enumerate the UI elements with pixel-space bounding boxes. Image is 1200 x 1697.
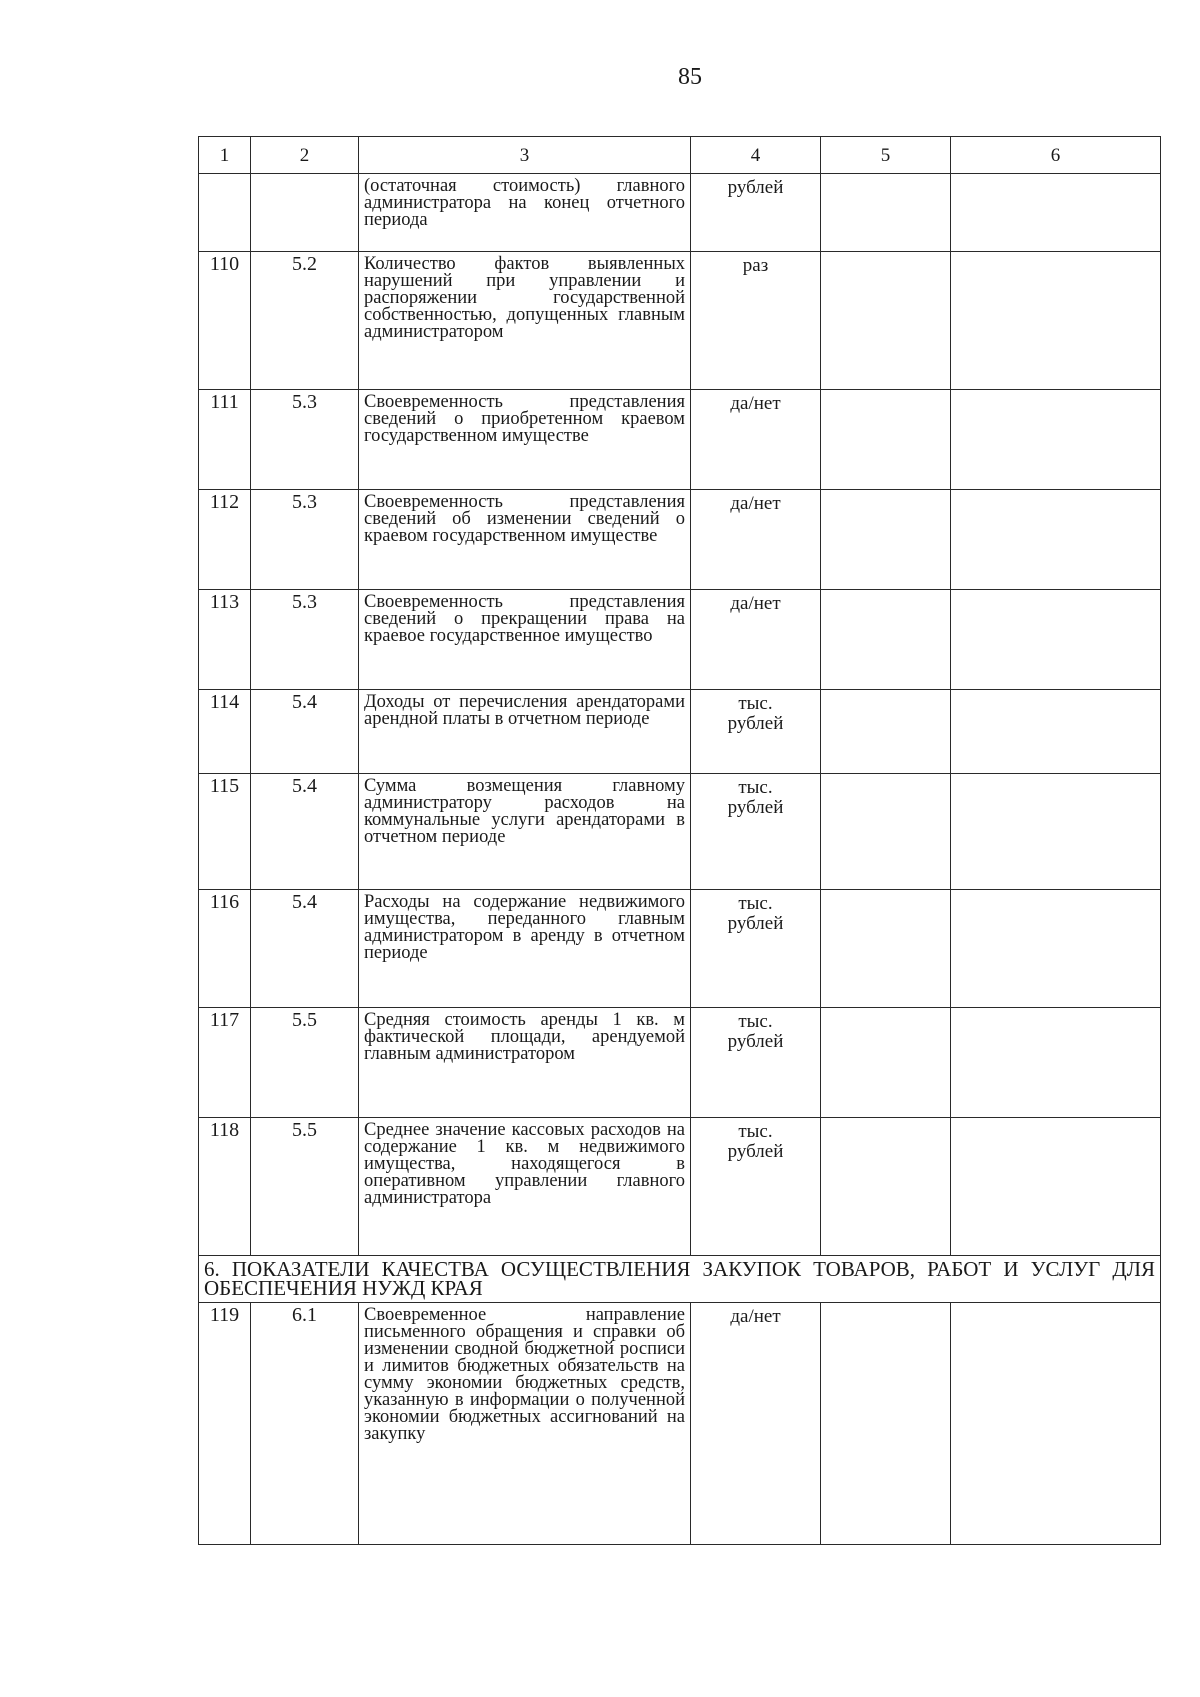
value-cell-6: [951, 1303, 1161, 1545]
unit-line: да/нет: [730, 493, 781, 514]
unit-cell: [691, 690, 821, 774]
unit-cell: [691, 174, 821, 252]
row-number-cell: 110: [199, 252, 251, 390]
value-cell-5: [821, 690, 951, 774]
row-number-cell: [199, 174, 251, 252]
indicator-code-cell: 5.3: [251, 590, 359, 690]
value-cell-6: [951, 774, 1161, 890]
unit-line: рублей: [727, 797, 784, 818]
row-number-cell: 116: [199, 890, 251, 1008]
table-row: [199, 890, 1161, 1008]
value-cell-5: [821, 1118, 951, 1256]
indicator-code-cell: 5.3: [251, 490, 359, 590]
unit-line: да/нет: [730, 393, 781, 414]
indicators-table: [198, 136, 1161, 1545]
unit-line: тыс.: [738, 693, 773, 714]
unit-line: да/нет: [730, 593, 781, 614]
indicator-code-cell: 5.5: [251, 1008, 359, 1118]
unit-line: тыс.: [738, 1121, 773, 1142]
unit-line: тыс.: [738, 893, 773, 914]
unit-line: рублей: [727, 1031, 784, 1052]
indicator-code-cell: [251, 174, 359, 252]
value-cell-5: [821, 590, 951, 690]
value-cell-5: [821, 1303, 951, 1545]
unit-line: рублей: [727, 1141, 784, 1162]
table-row: [199, 774, 1161, 890]
indicator-description-cell: Сумма возмещения главному администратору расходов на коммунальные услуги арендаторами в отчетном периоде: [359, 774, 691, 890]
value-cell-5: [821, 890, 951, 1008]
unit-line: рублей: [727, 713, 784, 734]
table-body: [199, 174, 1161, 1256]
row-number-cell: 114: [199, 690, 251, 774]
value-cell-5: [821, 390, 951, 490]
unit-cell: [691, 1008, 821, 1118]
row-number-cell: 117: [199, 1008, 251, 1118]
indicator-description-cell: Доходы от перечисления арендаторами арендной платы в отчетном периоде: [359, 690, 691, 774]
unit-line: тыс.: [738, 777, 773, 798]
value-cell-5: [821, 1008, 951, 1118]
value-cell-6: [951, 252, 1161, 390]
value-cell-5: [821, 252, 951, 390]
row-number-cell: 119: [199, 1303, 251, 1545]
unit-cell: [691, 252, 821, 390]
indicator-description-cell: Своевременность представления сведений о прекращении права на краевое государственное имущество: [359, 590, 691, 690]
table-row: [199, 490, 1161, 590]
table-row: [199, 690, 1161, 774]
page-number: 85: [678, 64, 702, 90]
value-cell-5: [821, 774, 951, 890]
value-cell-6: [951, 890, 1161, 1008]
indicator-description-cell: Своевременность представления сведений о приобретенном краевом государственном имуществе: [359, 390, 691, 490]
indicator-code-cell: 5.4: [251, 774, 359, 890]
section-body: [199, 1256, 1161, 1303]
indicator-description-cell: Среднее значение кассовых расходов на содержание 1 кв. м недвижимого имущества, находящегося в оперативном управлении главного администратора: [359, 1118, 691, 1256]
unit-line: рублей: [727, 177, 784, 198]
indicator-code-cell: 5.4: [251, 690, 359, 774]
column-header: 5: [821, 137, 951, 174]
unit-cell: [691, 490, 821, 590]
table-row: [199, 590, 1161, 690]
table-row: [199, 1118, 1161, 1256]
column-header: 3: [359, 137, 691, 174]
unit-cell: [691, 390, 821, 490]
indicator-description-cell: Расходы на содержание недвижимого имущества, переданного главным администратором в аренду в отчетном периоде: [359, 890, 691, 1008]
unit-line: раз: [742, 255, 769, 276]
column-header: 6: [951, 137, 1161, 174]
column-header: 4: [691, 137, 821, 174]
column-header: 1: [199, 137, 251, 174]
indicator-description-cell: Своевременность представления сведений об изменении сведений о краевом государственном имуществе: [359, 490, 691, 590]
indicator-description-cell: Количество фактов выявленных нарушений при управлении и распоряжении государственной собственностью, допущенных главным администратором: [359, 252, 691, 390]
unit-cell: [691, 890, 821, 1008]
table-header-row: [199, 137, 1161, 174]
unit-cell: [691, 1118, 821, 1256]
indicator-description-cell: Средняя стоимость аренды 1 кв. м фактической площади, арендуемой главным администратором: [359, 1008, 691, 1118]
value-cell-5: [821, 490, 951, 590]
value-cell-6: [951, 174, 1161, 252]
value-cell-6: [951, 690, 1161, 774]
table-row: [199, 1008, 1161, 1118]
row-number-cell: 111: [199, 390, 251, 490]
value-cell-6: [951, 1118, 1161, 1256]
row-number-cell: 115: [199, 774, 251, 890]
section-title: 6. ПОКАЗАТЕЛИ КАЧЕСТВА ОСУЩЕСТВЛЕНИЯ ЗАКУПОК ТОВАРОВ, РАБОТ И УСЛУГ ДЛЯ ОБЕСПЕЧЕНИЯ НУЖД КРАЯ: [199, 1256, 1161, 1303]
unit-line: тыс.: [738, 1011, 773, 1032]
row-number-cell: 113: [199, 590, 251, 690]
value-cell-6: [951, 490, 1161, 590]
table-row: [199, 1303, 1161, 1545]
value-cell-6: [951, 390, 1161, 490]
unit-line: рублей: [727, 913, 784, 934]
row-number-cell: 112: [199, 490, 251, 590]
indicator-description-cell: (остаточная стоимость) главного администратора на конец отчетного периода: [359, 174, 691, 252]
column-header: 2: [251, 137, 359, 174]
indicator-code-cell: 5.3: [251, 390, 359, 490]
row-number-cell: 118: [199, 1118, 251, 1256]
table-row: [199, 252, 1161, 390]
value-cell-6: [951, 590, 1161, 690]
unit-line: да/нет: [730, 1306, 781, 1327]
table-row: [199, 174, 1161, 252]
value-cell-6: [951, 1008, 1161, 1118]
table-body-after: [199, 1303, 1161, 1545]
value-cell-5: [821, 174, 951, 252]
unit-cell: [691, 1303, 821, 1545]
section-header-row: [199, 1256, 1161, 1303]
unit-cell: [691, 774, 821, 890]
indicator-code-cell: 5.2: [251, 252, 359, 390]
indicator-code-cell: 5.4: [251, 890, 359, 1008]
table-row: [199, 390, 1161, 490]
indicator-description-cell: Своевременное направление письменного обращения и справки об изменении сводной бюджетной росписи и лимитов бюджетных обязательств на сумму экономии бюджетных средств, указанную в информации о полученной экономии бюджетных ассигнований на закупку: [359, 1303, 691, 1545]
indicator-code-cell: 5.5: [251, 1118, 359, 1256]
indicator-code-cell: 6.1: [251, 1303, 359, 1545]
unit-cell: [691, 590, 821, 690]
